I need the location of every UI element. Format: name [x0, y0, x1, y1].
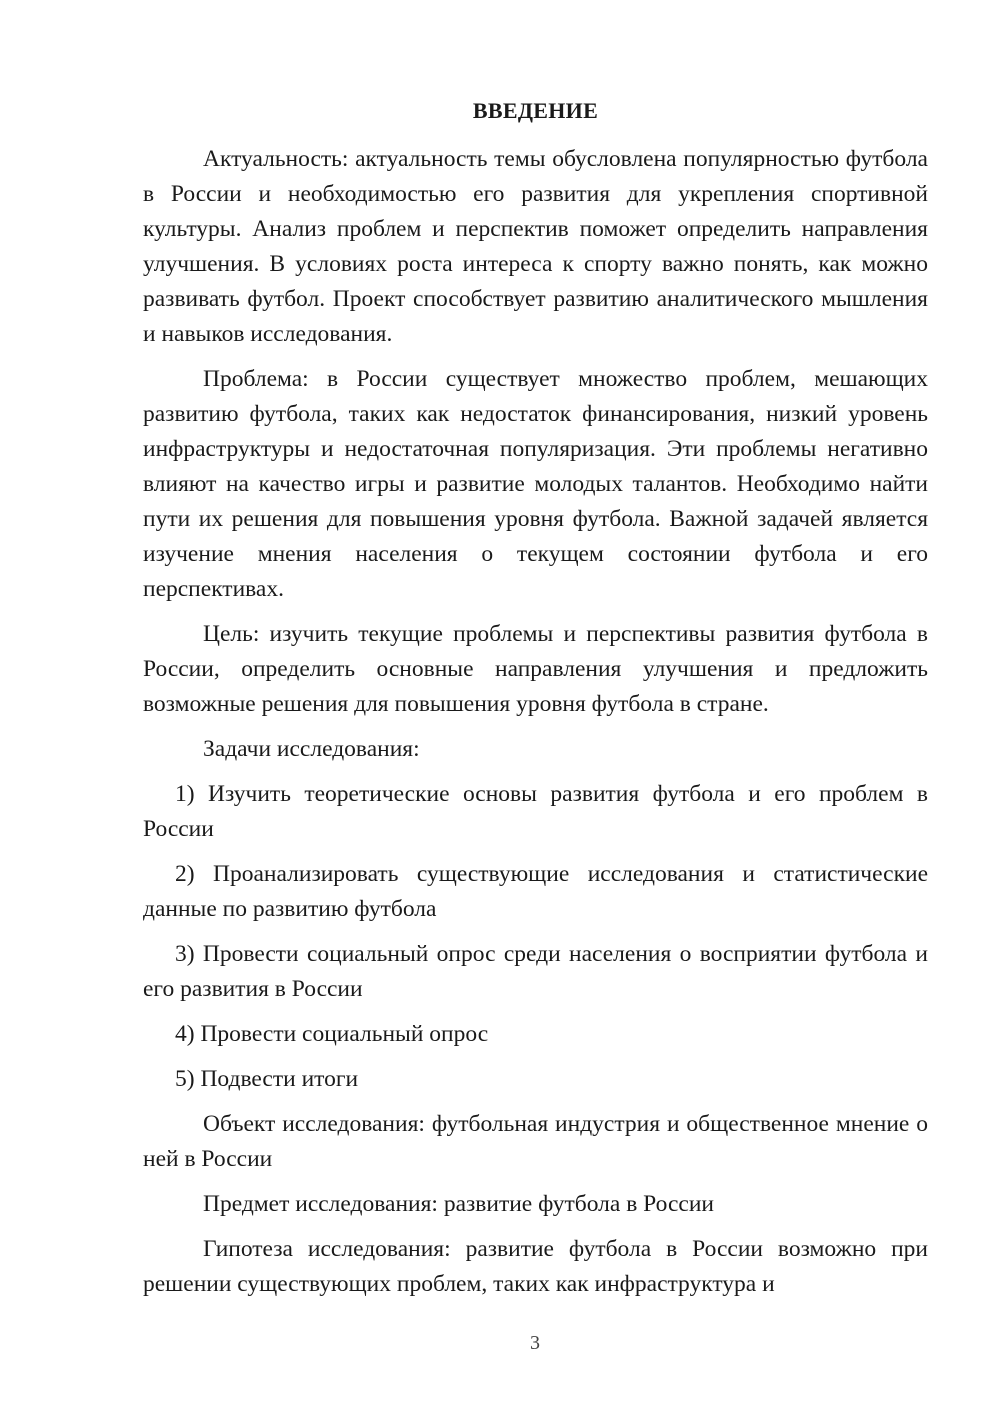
task-item: 1) Изучить теоретические основы развития футбола и его проблем в России [143, 781, 928, 842]
relevance-paragraph: Актуальность: актуальность темы обусловлена популярностью футбола в России и необходимостью его развития для укрепления спортивной культуры. Анализ проблем и перспектив поможет определить направления улучшения. В условиях роста интереса к спорту важно понять, как можно развивать футбол. Проект способствует развитию аналитического мышления и навыков исследования. [143, 146, 928, 347]
tasks-heading: Задачи исследования: [203, 736, 420, 762]
problem-paragraph: Проблема: в России существует множество проблем, мешающих развитию футбола, таких как недостаток финансирования, низкий уровень инфраструктуры и недостаточная популяризация. Эти проблемы негативно влияют на качество игры и развитие молодых талантов. Необходимо найти пути их решения для повышения уровня футбола. Важной задачей является изучение мнения населения о текущем состоянии футбола и его перспективах. [143, 366, 928, 602]
task-item: 4) Провести социальный опрос [175, 1021, 489, 1047]
task-item: 2) Проанализировать существующие исследования и статистические данные по развитию футбола [143, 861, 928, 922]
goal-paragraph: Цель: изучить текущие проблемы и перспективы развития футбола в России, определить основные направления улучшения и предложить возможные решения для повышения уровня футбола в стране. [143, 621, 928, 717]
document-title: ВВЕДЕНИЕ [472, 98, 599, 123]
task-item: 5) Подвести итоги [175, 1066, 359, 1092]
hypothesis-paragraph: Гипотеза исследования: развитие футбола в России возможно при решении существующих проблем, таких как инфраструктура и [143, 1236, 928, 1297]
task-item: 3) Провести социальный опрос среди населения о восприятии футбола и его развития в России [143, 941, 928, 1002]
subject-paragraph: Предмет исследования: развитие футбола в России [203, 1191, 714, 1217]
page-number: 3 [530, 1332, 540, 1354]
object-paragraph: Объект исследования: футбольная индустрия и общественное мнение о ней в России [143, 1111, 928, 1172]
document-page [143, 93, 928, 1312]
